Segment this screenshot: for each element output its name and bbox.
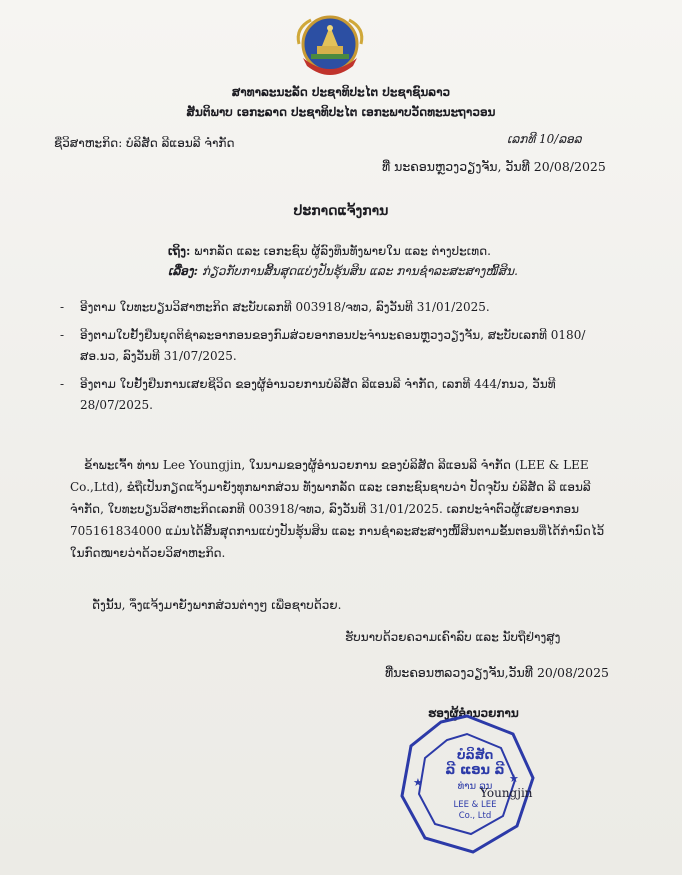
regards-text: ຮັບນາບດ້ວຍຄວາມເຄົາລົບ ແລະ ນັບຖືຢ່າງສູງ (345, 630, 561, 644)
subject-label: ເລື່ອງ: (168, 264, 199, 278)
bullet-dash: - (60, 300, 65, 314)
body-line: ໃນກົດໝາຍວ່າດ້ວຍວິສາຫະກິດ. (70, 546, 226, 560)
signatory-title: ຮອງຜູ້ອຳນວຍການ (428, 706, 519, 720)
header-line-2: ສັນຕິພາບ ເອກະລາດ ປະຊາທິປະໄຕ ເອກະພາບວັດທະນະຖາວອນ (186, 105, 496, 119)
document-number: ເລກທີ 10/ລອລ (507, 132, 582, 146)
bullet-dash: - (60, 377, 65, 391)
body-line: 705161834000 ແມ່ນໄດ້ສິ້ນສຸດການແບ່ງປັນຮຸ້ນສິນ ແລະ ການຊຳລະສະສາງໜີ້ສິນຕາມຂັ້ນຕອນທີ່ໄດ້ກຳນົດໄວ້ (70, 524, 605, 538)
reference-item (60, 374, 620, 416)
header-line-1: ສາທາລະນະລັດ ປະຊາທິປະໄຕ ປະຊາຊົນລາວ (231, 85, 451, 99)
recipient-label: ເຖິງ: (168, 244, 191, 258)
signature-place-date: ທີ່ນະຄອນຫລວງວຽງຈັນ,ວັນທີ 20/08/2025 (385, 665, 609, 680)
svg-text:★: ★ (413, 776, 423, 789)
svg-text:★: ★ (509, 772, 519, 785)
stamp-company-suffix: Co., Ltd (458, 811, 492, 821)
reference-text: ອີງຕາມ ໃບຢັ້ງຢືນການເສຍຊີວິດ ຂອງຜູ້ອຳນວຍການບໍລິສັດ ລີແອນລີ ຈຳກັດ, ເລກທີ 444/ກນວ, ວັນທີ 28/07/2025. (80, 377, 556, 412)
body-paragraph (70, 454, 624, 564)
subject-text: ກ່ຽວກັບການສິ້ນສຸດແບ່ງປັນຮຸ້ນສິນ ແລະ ການຊຳລະສະສາງໜີ້ສິນ. (198, 264, 518, 278)
reference-text: ອີງຕາມໃບຢັ້ງຢືນຍຸດຕິຊຳລະອາກອນຂອງກົມສ່ວຍອາກອນປະຈຳນະຄອນຫຼວງວຽງຈັນ, ສະບັບເລກທີ 0180/ສອ.ນວ, ລົງວັນທີ 31/07/2025. (80, 328, 586, 363)
organization-name: ຊື່ວິສາຫະກິດ: ບໍລິສັດ ລີແອນລີ ຈຳກັດ (54, 136, 235, 150)
place-date: ທີ່ ນະຄອນຫຼວງວຽງຈັນ, ວັນທີ 20/08/2025 (382, 159, 606, 174)
subject-line (168, 264, 518, 278)
reference-item (60, 297, 620, 318)
reference-item (60, 325, 620, 367)
stamp-company-short: ລີ ແອນ ລີ (445, 763, 505, 778)
closing-text: ດັ່ງນັ້ນ, ຈຶ່ງແຈ້ງມາຍັງພາກສ່ວນຕ່າງໆ ເພື່ອຊາບດ້ວຍ. (92, 598, 342, 612)
body-line: ຂ້າພະເຈົ້າ ທ່ານ Lee Youngjin, ໃນນາມຂອງຜູ້ອຳນວຍການ ຂອງບໍລິສັດ ລີແອນລີ ຈຳກັດ (LEE & LEE (84, 458, 589, 472)
reference-list (60, 297, 620, 423)
recipient-line (168, 244, 491, 258)
recipient-text: ພາກລັດ ແລະ ເອກະຊົນ ຜູ້ລົງທຶນທັງພາຍໃນ ແລະ ຕ່າງປະເທດ. (190, 244, 491, 258)
document-title: ປະກາດແຈ້ງການ (293, 203, 389, 219)
reference-text: ອີງຕາມ ໃບທະບຽນວິສາຫະກິດ ສະບັບເລກທີ 003918/ຈທວ, ລົງວັນທີ 31/01/2025. (80, 300, 490, 314)
bullet-dash: - (60, 328, 65, 342)
stamp-company-lao: ບໍລິສັດ (456, 748, 494, 762)
national-emblem-icon (291, 14, 369, 76)
signature: Youngjin (480, 786, 533, 800)
body-line: ຈຳກັດ, ໃບທະບຽນວິສາຫະກິດເລກທີ 003918/ຈທວ, ລົງວັນທີ 31/01/2025. ເລກປະຈຳຕົວຜູ້ເສຍອາກອນ (70, 502, 580, 516)
stamp-mr: ທ່ານ ລຸນ (457, 781, 493, 792)
stamp-company-en: LEE & LEE (453, 800, 497, 810)
body-line: Co.,Ltd), ຂໍຖືເປັນກຽດແຈ້ງມາຍັງທຸກພາກສ່ວນ ທັງພາກລັດ ແລະ ເອກະຊົນຊາບວ່າ ປັດຈຸບັນ ບໍລິສັດ ລີ ແອນລີ (70, 480, 591, 494)
